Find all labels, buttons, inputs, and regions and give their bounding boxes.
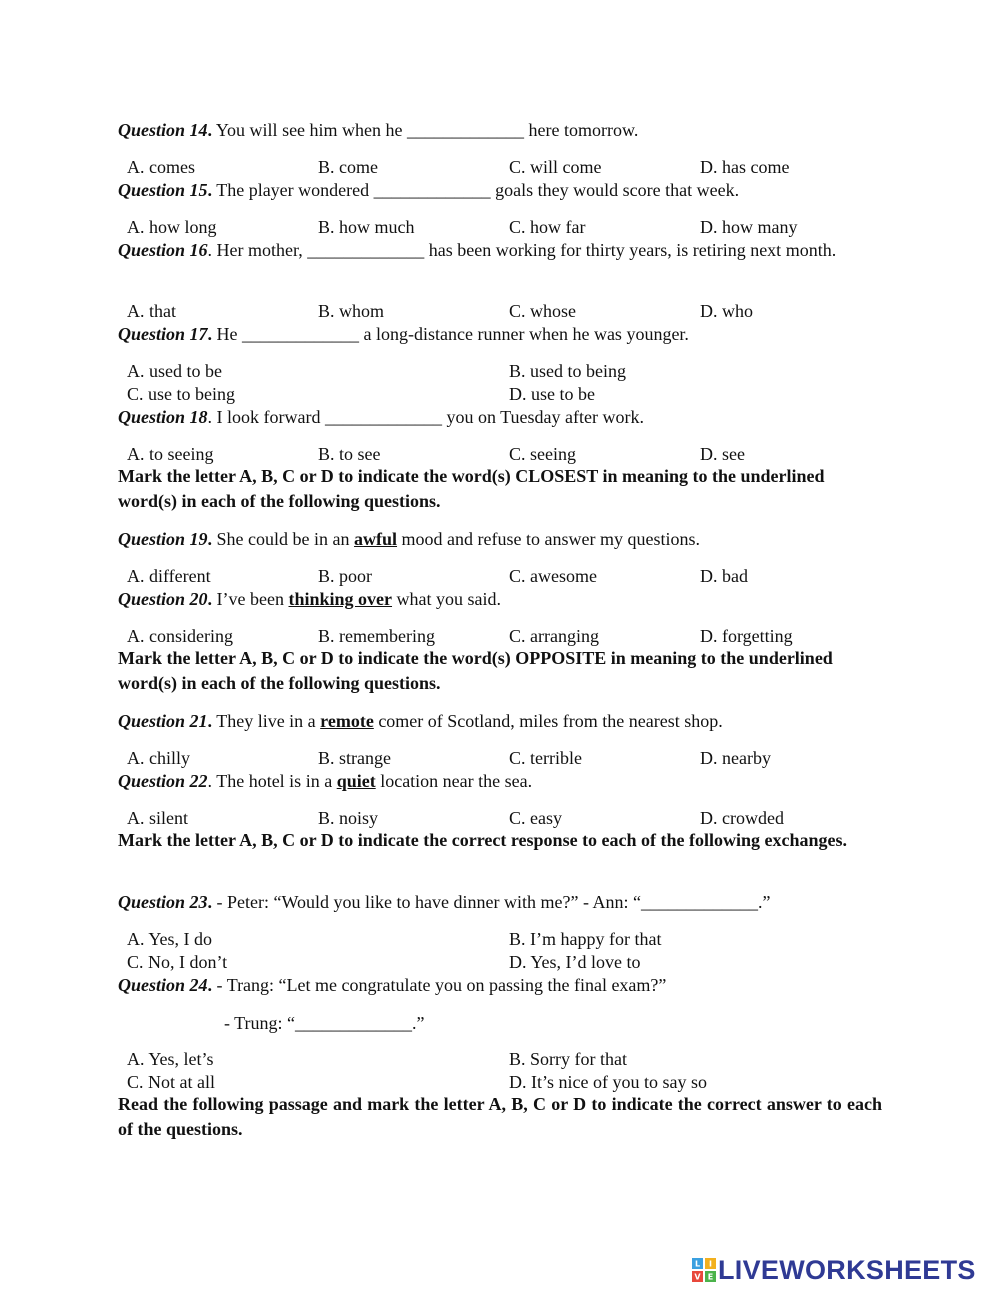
- option-d[interactable]: D. bad: [700, 566, 748, 586]
- option-b[interactable]: B. poor: [318, 566, 372, 586]
- question-19-stem: Question 19. She could be in an awful mood and refuse to answer my questions.: [118, 529, 700, 549]
- answer-blank[interactable]: _____________: [295, 1013, 413, 1033]
- option-c[interactable]: C. terrible: [509, 748, 582, 768]
- option-a[interactable]: A. used to be: [127, 361, 222, 381]
- option-a[interactable]: A. Yes, I do: [127, 929, 213, 949]
- question-21-stem: Question 21. They live in a remote comer of Scotland, miles from the nearest shop.: [118, 711, 723, 731]
- question-24-reply: - Trung: “_____________.”: [224, 1013, 425, 1033]
- option-c[interactable]: C. how far: [509, 217, 586, 237]
- liveworksheets-logo-icon: [692, 1258, 716, 1282]
- instruction-passage: Read the following passage and mark the letter A, B, C or D to indicate the correct answer to each of the questions.: [118, 1094, 882, 1139]
- option-d[interactable]: D. who: [700, 301, 753, 321]
- question-15-stem: Question 15. The player wondered _____________ goals they would score that week.: [118, 180, 740, 200]
- option-d[interactable]: D. forgetting: [700, 626, 793, 646]
- instruction-closest: Mark the letter A, B, C or D to indicate the word(s) CLOSEST in meaning to the underlined word(s) in each of the following questions.: [118, 466, 825, 511]
- question-17-stem: Question 17. He _____________ a long-distance runner when he was younger.: [118, 324, 689, 344]
- instruction-response: Mark the letter A, B, C or D to indicate the correct response to each of the following exchanges.: [118, 830, 848, 850]
- option-c[interactable]: C. No, I don’t: [127, 952, 228, 972]
- svg-text:I: I: [709, 1259, 712, 1269]
- option-a[interactable]: A. considering: [127, 626, 233, 646]
- option-b[interactable]: B. I’m happy for that: [509, 929, 662, 949]
- option-b[interactable]: B. strange: [318, 748, 391, 768]
- answer-blank[interactable]: _____________: [242, 324, 360, 344]
- question-label: Question 14: [118, 120, 208, 140]
- liveworksheets-logo: [692, 1255, 976, 1285]
- instruction-opposite: Mark the letter A, B, C or D to indicate the word(s) OPPOSITE in meaning to the underlined word(s) in each of the following questions.: [118, 648, 833, 693]
- option-b[interactable]: B. whom: [318, 301, 385, 321]
- question-label: Question 15: [118, 180, 208, 200]
- question-20-stem: Question 20. I’ve been thinking over what you said.: [118, 589, 502, 609]
- question-label: Question 18: [118, 407, 208, 427]
- option-c[interactable]: C. seeing: [509, 444, 576, 464]
- option-a[interactable]: A. Yes, let’s: [127, 1049, 214, 1069]
- option-d[interactable]: D. It’s nice of you to say so: [509, 1072, 707, 1092]
- option-a[interactable]: A. different: [127, 566, 211, 586]
- question-23-stem: Question 23. - Peter: “Would you like to have dinner with me?” - Ann: “_____________.”: [118, 892, 771, 912]
- option-a[interactable]: A. to seeing: [127, 444, 214, 464]
- option-d[interactable]: D. Yes, I’d love to: [509, 952, 641, 972]
- answer-blank[interactable]: _____________: [373, 180, 491, 200]
- underlined-word: thinking over: [288, 589, 393, 609]
- option-d[interactable]: D. how many: [700, 217, 798, 237]
- option-a[interactable]: A. comes: [127, 157, 195, 177]
- option-b[interactable]: B. remembering: [318, 626, 435, 646]
- option-c[interactable]: C. will come: [509, 157, 602, 177]
- question-22-stem: Question 22. The hotel is in a quiet location near the sea.: [118, 771, 533, 791]
- option-d[interactable]: D. crowded: [700, 808, 784, 828]
- option-c[interactable]: C. Not at all: [127, 1072, 215, 1092]
- option-c[interactable]: C. awesome: [509, 566, 597, 586]
- option-d[interactable]: D. nearby: [700, 748, 771, 768]
- svg-text:E: E: [707, 1272, 714, 1282]
- answer-blank[interactable]: _____________: [307, 240, 425, 260]
- option-b[interactable]: B. to see: [318, 444, 381, 464]
- underlined-word: awful: [354, 529, 398, 549]
- option-b[interactable]: B. Sorry for that: [509, 1049, 627, 1069]
- option-d[interactable]: D. use to be: [509, 384, 595, 404]
- svg-text:L: L: [694, 1259, 701, 1269]
- option-a[interactable]: A. silent: [127, 808, 188, 828]
- svg-text:V: V: [694, 1272, 701, 1282]
- underlined-word: quiet: [336, 771, 376, 791]
- option-d[interactable]: D. see: [700, 444, 745, 464]
- question-label: Question 22: [118, 771, 208, 791]
- question-label: Question 16: [118, 240, 208, 260]
- option-c[interactable]: C. use to being: [127, 384, 235, 404]
- question-16-stem: Question 16. Her mother, _____________ has been working for thirty years, is retiring next month.: [118, 240, 837, 260]
- option-b[interactable]: B. noisy: [318, 808, 379, 828]
- option-c[interactable]: C. arranging: [509, 626, 599, 646]
- option-c[interactable]: C. whose: [509, 301, 576, 321]
- question-label: Question 24: [118, 975, 208, 995]
- question-24-stem: Question 24. - Trang: “Let me congratulate you on passing the final exam?”: [118, 975, 667, 995]
- option-c[interactable]: C. easy: [509, 808, 562, 828]
- option-b[interactable]: B. come: [318, 157, 378, 177]
- option-b[interactable]: B. used to being: [509, 361, 626, 381]
- answer-blank[interactable]: _____________: [325, 407, 442, 427]
- option-a[interactable]: A. that: [127, 301, 176, 321]
- question-label: Question 23: [118, 892, 208, 912]
- question-18-stem: Question 18. I look forward _____________ you on Tuesday after work.: [118, 407, 644, 427]
- logo-text: LIVEWORKSHEETS: [718, 1255, 976, 1285]
- question-label: Question 19: [118, 529, 208, 549]
- question-label: Question 21: [118, 711, 208, 731]
- option-b[interactable]: B. how much: [318, 217, 415, 237]
- option-a[interactable]: A. how long: [127, 217, 217, 237]
- answer-blank[interactable]: _____________: [407, 120, 525, 140]
- option-a[interactable]: A. chilly: [127, 748, 190, 768]
- answer-blank[interactable]: _____________: [640, 892, 758, 912]
- underlined-word: remote: [320, 711, 374, 731]
- option-d[interactable]: D. has come: [700, 157, 790, 177]
- question-label: Question 20: [118, 589, 208, 609]
- question-label: Question 17: [118, 324, 208, 344]
- question-14-stem: Question 14. You will see him when he _____________ here tomorrow.: [118, 120, 639, 140]
